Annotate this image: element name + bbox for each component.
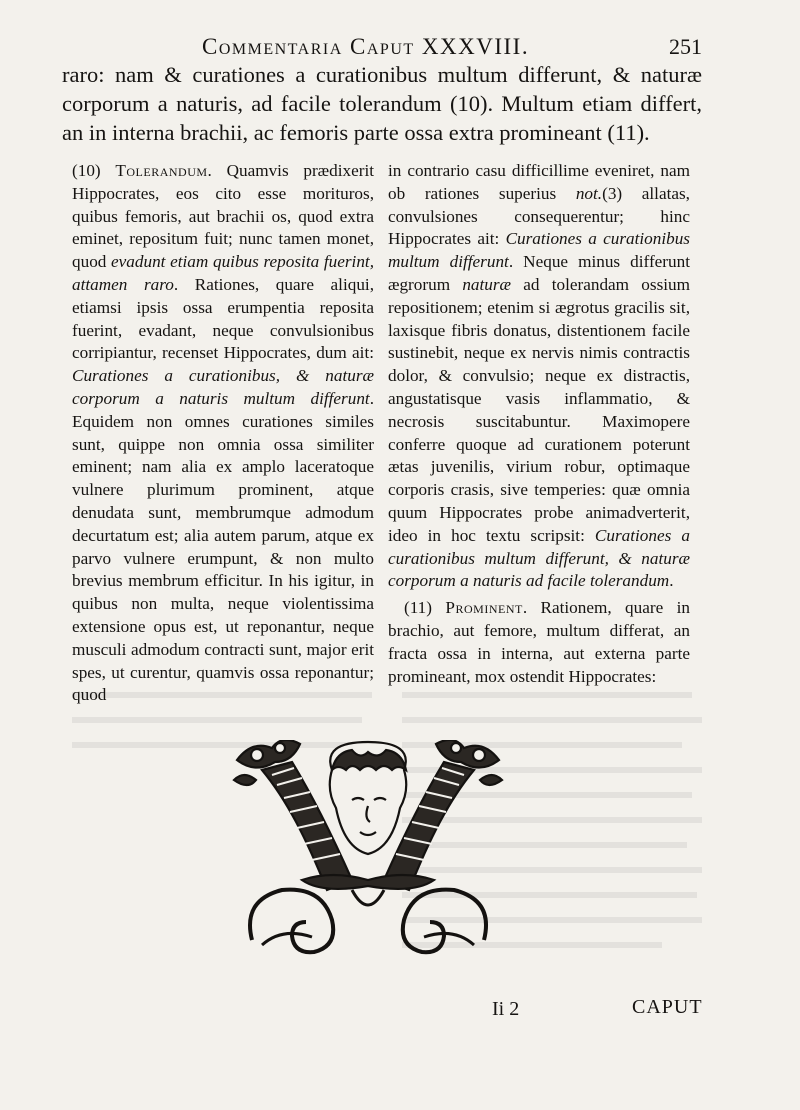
quotation: Curationes a curationibus multum differunt, & naturæ corporum a naturis ad facile tolerandum [388, 525, 690, 591]
cross-reference: not. [575, 183, 603, 203]
note-keyword: Prominent [445, 598, 523, 618]
note-marker: (10) [72, 161, 101, 180]
running-title: Commentaria Caput XXXVIII. [202, 34, 530, 59]
catchword: CAPUT [632, 996, 703, 1018]
note-marker: (11) [404, 598, 432, 618]
note-text: . Equidem non omnes curationes similes sunt, quippe non omnia ossa similiter eminent; nam alia ex amplo laceratoque vulnere plurimum prominent, atque denudata sunt, membrumque admodum decurtatum est; alia autem parum, atque ex parvo vulnere erumpunt, & non multo brevius membrum efficitur. In his igitur, in quibus non multa, neque violentissima extensione opus est, ut reponantur, neque musculi admodum contracti sunt, major erit spes, ut curentur, quamvis ossa reponantur; quod [72, 388, 374, 705]
note-keyword: Tolerandum [115, 161, 208, 180]
note-11 [388, 597, 690, 688]
note-text: . [669, 571, 674, 591]
commentary-right-column [388, 160, 690, 688]
signature-mark: Ii 2 [492, 998, 520, 1020]
note-text: . Quamvis prædixerit Hippocrates, eos cito esse morituros, quibus femoris, aut brachii os, quod extra eminet, repositum fuit; nunc tamen monet, quod [72, 161, 374, 272]
quotation: evadunt etiam quibus reposita fuerint, attamen raro [72, 252, 374, 294]
quotation: naturæ [462, 274, 512, 294]
note-10-continued [388, 160, 690, 593]
note-10 [72, 160, 374, 707]
note-text: ad tolerandam ossium repositionem; etenim si ægrotus gracilis sit, laxisque fibris donatus, distentionem facile sustinebit, neque ex nervis nimis contractis dolor, & convulsio; neque ex distractis, angustatisque vasis inflammatio, & necrosis suscitabuntur. Maximopere conferre quoque ad curationem poterunt ætas juvenilis, virium robur, optimaque corporis crasis, sive temperies: quæ omnia quum Hippocrates probe animadverterit, ideo in hoc textu scripsit: [388, 274, 690, 545]
cherub-cornucopia-ornament-icon [232, 740, 504, 958]
commentary-left-column [72, 160, 374, 707]
note-text: (3) allatas, convulsiones consequerentur; hinc Hippocrates ait: [388, 183, 690, 249]
main-text [62, 60, 702, 147]
quotation: Curationes a curationibus, & naturæ corporum a naturis multum differunt [72, 366, 374, 408]
note-text: in contrario casu difficillime eveniret, nam ob rationes superius [388, 161, 690, 203]
note-text: . Rationem, quare in brachio, aut femore, multum differat, an fracta ossa in interna, aut externa parte promineant, mox ostendit Hippocrates: [388, 598, 691, 686]
quotation: Curationes a curationibus multum differunt [388, 229, 691, 272]
main-paragraph: raro: nam & curationes a curationibus multum differunt, & naturæ corporum a naturis, ad facile tolerandum (10). Multum etiam differt, an in interna brachii, ac femoris parte ossa extra promineant (11). [62, 62, 702, 145]
note-text: . Rationes, quare aliqui, etiamsi ipsis ossa erumpentia reposita fuerint, evadant, neque convulsionibus corripiantur, recenset Hippocrates, dum ait: [72, 274, 374, 363]
note-text: . Neque minus differunt ægrorum [388, 252, 690, 294]
page-number: 251 [669, 34, 702, 59]
